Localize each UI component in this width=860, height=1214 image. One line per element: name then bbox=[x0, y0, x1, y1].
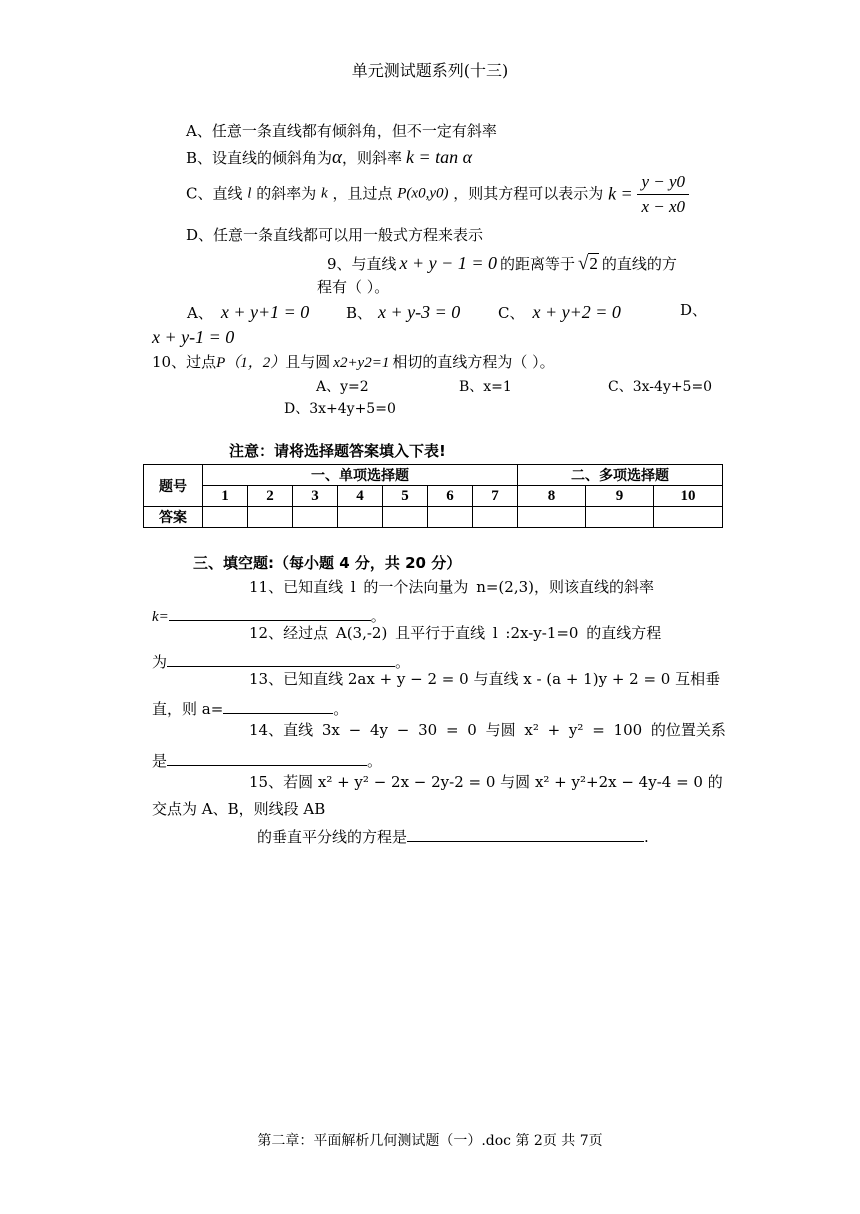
table-header-answer: 答案 bbox=[144, 507, 203, 528]
page-title: 单元测试题系列(十三) bbox=[351, 61, 509, 80]
q8-option-b bbox=[186, 147, 472, 169]
answer-table bbox=[143, 464, 723, 528]
q15-answer-blank[interactable] bbox=[407, 825, 644, 842]
q9-option-a bbox=[187, 302, 309, 323]
q9-prefix: 9、与直线 bbox=[327, 255, 397, 273]
answer-cell-4[interactable] bbox=[338, 507, 383, 528]
q8-option-c-fraction bbox=[637, 172, 689, 216]
q8-option-c-numerator: y − y0 bbox=[637, 172, 689, 195]
q8-option-b-alpha: α bbox=[332, 147, 343, 168]
q10-option-d: D、3x+4y+5=0 bbox=[284, 401, 396, 417]
table-num-8: 8 bbox=[518, 486, 586, 507]
q14-line2 bbox=[152, 749, 382, 770]
answer-cell-7[interactable] bbox=[473, 507, 518, 528]
q15-line3 bbox=[257, 825, 649, 846]
table-header-question: 题号 bbox=[144, 465, 203, 507]
q10-stem bbox=[152, 354, 555, 372]
q12-line1: 12、经过点 A(3,-2) 且平行于直线 l :2x-y-1=0 的直线方程 bbox=[249, 624, 662, 642]
q8-option-d: D、任意一条直线都可以用一般式方程来表示 bbox=[186, 226, 484, 244]
q9-sqrt: √2 bbox=[577, 253, 598, 274]
table-num-4: 4 bbox=[338, 486, 383, 507]
answer-cell-3[interactable] bbox=[293, 507, 338, 528]
q12-answer-blank[interactable] bbox=[167, 650, 395, 667]
q10-option-b: B、x=1 bbox=[459, 379, 512, 395]
q10-option-c: C、3x-4y+5=0 bbox=[608, 379, 713, 395]
q8-option-c-point: P(x0,y0) bbox=[397, 185, 449, 202]
table-num-3: 3 bbox=[293, 486, 338, 507]
answer-notice: 注意：请将选择题答案填入下表! bbox=[229, 442, 446, 460]
q15-line1: 15、若圆 x² + y² − 2x − 2y-2 = 0 与圆 x² + y²+2x − 4y-4 = 0 的 bbox=[249, 773, 723, 791]
q14-line1: 14、直线 3x − 4y − 30 = 0 与圆 x² + y² = 100 的位置关系 bbox=[249, 721, 726, 739]
q9-option-c bbox=[498, 302, 621, 323]
q9-option-b bbox=[346, 302, 460, 323]
q11-line1: 11、已知直线 l 的一个法向量为 n=(2,3)，则该直线的斜率 bbox=[249, 578, 654, 596]
q8-option-c-denominator: x − x0 bbox=[641, 196, 686, 216]
q9-option-a-label: A、 bbox=[187, 304, 213, 322]
q13-prefix: 直，则 a= bbox=[152, 700, 224, 718]
q15-dot: . bbox=[644, 828, 649, 846]
q12-period: 。 bbox=[395, 653, 411, 671]
q9-option-a-eq: x + y+1 = 0 bbox=[220, 302, 310, 322]
q13-line1: 13、已知直线 2ax + y − 2 = 0 与直线 x - (a + 1)y + 2 = 0 互相垂 bbox=[249, 670, 721, 688]
q13-line2 bbox=[152, 697, 348, 718]
table-num-7: 7 bbox=[473, 486, 518, 507]
q9-sqrt-value: 2 bbox=[589, 254, 598, 273]
q8-option-c bbox=[186, 172, 689, 216]
answer-cell-10[interactable] bbox=[654, 507, 723, 528]
answer-cell-5[interactable] bbox=[383, 507, 428, 528]
q15-line2: 交点为 A、B，则线段 AB bbox=[152, 800, 326, 818]
table-group-single-choice: 一、单项选择题 bbox=[203, 465, 518, 486]
q8-option-c-k2: k = bbox=[608, 183, 633, 204]
q10-prefix: 10、过点 bbox=[152, 353, 217, 371]
page-footer: 第二章：平面解析几何测试题（一）.doc 第 2页 共 7页 bbox=[257, 1133, 603, 1149]
q13-period: 。 bbox=[333, 700, 349, 718]
q9-option-b-eq: x + y-3 = 0 bbox=[378, 302, 461, 322]
q9-suffix: 的直线的方 bbox=[601, 255, 677, 273]
q8-option-c-mid1: 的斜率为 bbox=[256, 184, 317, 203]
table-num-2: 2 bbox=[248, 486, 293, 507]
q8-option-c-k: k bbox=[321, 185, 328, 202]
answer-cell-8[interactable] bbox=[518, 507, 586, 528]
answer-cell-6[interactable] bbox=[428, 507, 473, 528]
answer-cell-1[interactable] bbox=[203, 507, 248, 528]
table-num-9: 9 bbox=[586, 486, 654, 507]
q9-stem bbox=[327, 253, 677, 275]
table-num-1: 1 bbox=[203, 486, 248, 507]
section3-heading: 三、填空题:（每小题 4 分，共 20 分） bbox=[193, 554, 462, 572]
q9-option-d-eq: x + y-1 = 0 bbox=[152, 327, 235, 347]
q8-option-b-mid: ，则斜率 bbox=[342, 149, 403, 167]
answer-cell-2[interactable] bbox=[248, 507, 293, 528]
q8-option-b-formula: k = tan α bbox=[406, 147, 473, 167]
q14-answer-blank[interactable] bbox=[167, 749, 367, 766]
table-group-multi-choice: 二、多项选择题 bbox=[518, 465, 723, 486]
q8-option-c-prefix: C、直线 bbox=[186, 184, 243, 203]
q8-option-a: A、任意一条直线都有倾斜角，但不一定有斜率 bbox=[186, 122, 497, 140]
q14-prefix: 是 bbox=[152, 752, 168, 770]
q8-option-c-mid2: ，且过点 bbox=[332, 184, 393, 203]
q8-option-c-mid3: ，则其方程可以表示为 bbox=[453, 184, 604, 203]
q11-line2 bbox=[152, 604, 386, 626]
q11-answer-blank[interactable] bbox=[169, 604, 371, 621]
q12-prefix: 为 bbox=[152, 653, 168, 671]
q10-suffix: 相切的直线方程为（ ）。 bbox=[392, 353, 555, 371]
q10-mid: 且与圆 bbox=[285, 353, 331, 371]
table-num-6: 6 bbox=[428, 486, 473, 507]
q9-option-c-label: C、 bbox=[498, 304, 525, 322]
q9-option-c-eq: x + y+2 = 0 bbox=[532, 302, 621, 322]
q13-answer-blank[interactable] bbox=[223, 697, 333, 714]
q9-line-equation: x + y − 1 = 0 bbox=[399, 253, 497, 273]
q10-point: P（1，2） bbox=[216, 355, 286, 371]
q8-option-c-l: l bbox=[247, 185, 252, 202]
table-num-10: 10 bbox=[654, 486, 723, 507]
q8-option-b-prefix: B、设直线的倾斜角为 bbox=[186, 149, 333, 167]
q12-line2 bbox=[152, 650, 410, 671]
q10-option-a: A、y=2 bbox=[316, 379, 369, 395]
q14-period: 。 bbox=[367, 752, 383, 770]
q11-period: 。 bbox=[370, 607, 386, 625]
answer-cell-9[interactable] bbox=[586, 507, 654, 528]
q9-line2: 程有（ ）。 bbox=[317, 278, 390, 296]
q15-prefix: 的垂直平分线的方程是 bbox=[257, 828, 408, 846]
q11-k-label: k= bbox=[152, 609, 169, 625]
q10-circle: x2+y2=1 bbox=[333, 355, 390, 371]
q9-option-d-label: D、 bbox=[680, 301, 708, 319]
q9-mid: 的距离等于 bbox=[499, 255, 575, 273]
q9-option-b-label: B、 bbox=[346, 304, 373, 322]
table-num-5: 5 bbox=[383, 486, 428, 507]
